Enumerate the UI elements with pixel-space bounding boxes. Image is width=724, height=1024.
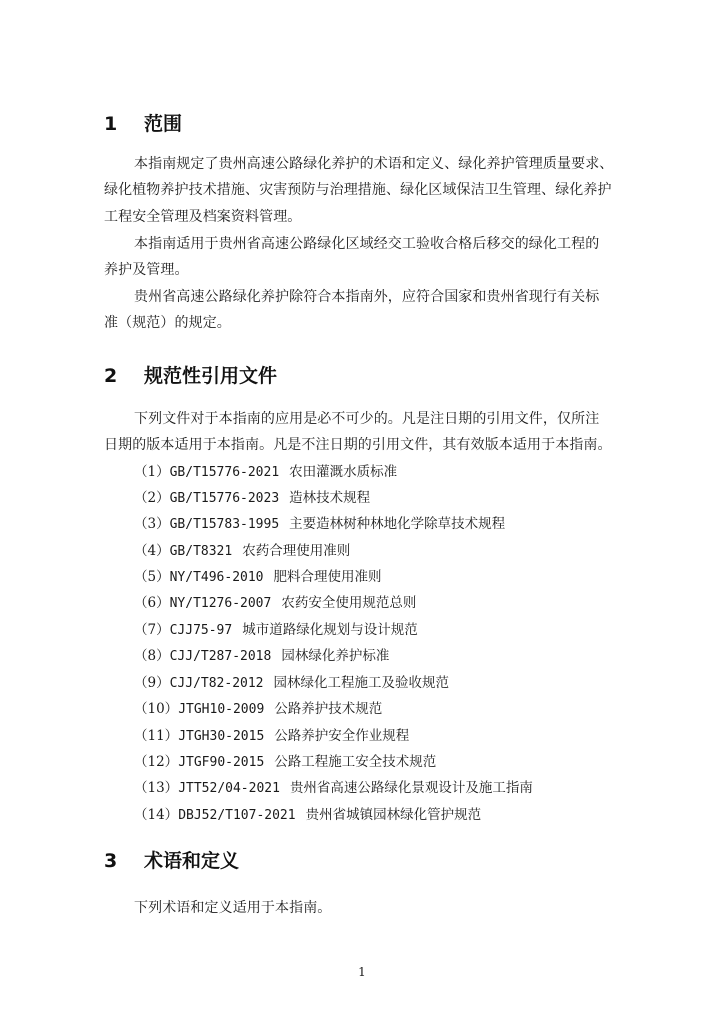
paragraph-line: 贵州省高速公路绿化养护除符合本指南外，应符合国家和贵州省现行有关标 [134,289,600,305]
reference-title: 公路养护技术规范 [274,701,383,717]
reference-index: （10） [134,701,179,717]
reference-code: GB/T15776-2021 [169,465,280,480]
paragraph-line: 下列术语和定义适用于本指南。 [134,900,332,916]
reference-index: （8） [134,648,170,664]
section-title: 范围 [144,113,183,135]
reference-code: GB/T8321 [169,544,233,559]
reference-title: 园林绿化养护标准 [281,648,390,664]
reference-code: GB/T15783-1995 [169,517,280,532]
reference-index: （5） [134,569,170,585]
reference-code: JTGH10-2009 [178,702,265,717]
paragraph-line: 本指南适用于贵州省高速公路绿化区域经交工验收合格后移交的绿化工程的 [134,236,600,252]
reference-item [134,567,382,588]
paragraph-line: 准（规范）的规定。 [104,315,231,331]
reference-item [134,778,533,799]
reference-index: （13） [134,780,179,796]
section-heading-3 [104,849,239,873]
reference-item [134,726,409,747]
reference-code: CJJ75-97 [169,623,233,638]
reference-index: （7） [134,622,170,638]
reference-item [134,805,481,826]
paragraph-line: 养护及管理。 [104,262,189,278]
reference-code: CJJ/T287-2018 [169,649,272,664]
reference-title: 肥料合理使用准则 [273,569,382,585]
reference-index: （4） [134,543,170,559]
reference-code: GB/T15776-2023 [169,491,280,506]
reference-title: 园林绿化工程施工及验收规范 [273,675,450,691]
paragraph-line: 本指南规定了贵州高速公路绿化养护的术语和定义、绿化养护管理质量要求、 [134,156,614,172]
paragraph-line: 下列文件对于本指南的应用是必不可少的。凡是注日期的引用文件，仅所注 [134,411,600,427]
reference-item [134,462,397,483]
reference-index: （1） [134,464,170,480]
reference-title: 造林技术规程 [289,490,371,506]
reference-index: （9） [134,675,170,691]
reference-index: （2） [134,490,170,506]
section-number: 1 [104,113,118,135]
reference-code: NY/T496-2010 [169,570,264,585]
reference-index: （14） [134,807,179,823]
reference-code: JTGF90-2015 [178,755,265,770]
reference-code: DBJ52/T107-2021 [178,808,296,823]
reference-item [134,541,350,562]
section-title: 规范性引用文件 [144,365,278,387]
reference-item [134,673,449,694]
reference-title: 主要造林树种林地化学除草技术规程 [289,516,506,532]
reference-index: （6） [134,595,170,611]
reference-index: （12） [134,754,179,770]
reference-title: 城市道路绿化规划与设计规范 [242,622,418,638]
section-heading-1 [104,112,182,136]
reference-title: 农田灌溉水质标准 [289,464,398,480]
section-number: 2 [104,365,118,387]
section-heading-2 [104,364,277,388]
reference-code: JTT52/04-2021 [178,781,280,796]
section-title: 术语和定义 [144,850,240,872]
section-number: 3 [104,850,118,872]
paragraph-line: 工程安全管理及档案资料管理。 [104,209,302,225]
reference-title: 农药安全使用规范总则 [281,595,417,611]
paragraph-line: 日期的版本适用于本指南。凡是不注日期的引用文件，其有效版本适用于本指南。 [104,437,612,453]
reference-title: 贵州省城镇园林绿化管护规范 [305,807,482,823]
reference-title: 公路工程施工安全技术规范 [274,754,437,770]
reference-index: （11） [134,728,179,744]
reference-title: 贵州省高速公路绿化景观设计及施工指南 [289,780,533,796]
reference-code: CJJ/T82-2012 [169,676,264,691]
reference-index: （3） [134,516,170,532]
page-number: 1 [358,965,366,979]
reference-item [134,488,370,509]
reference-item [134,752,436,773]
reference-item [134,514,505,535]
reference-item [134,593,416,614]
paragraph-line: 绿化植物养护技术措施、灾害预防与治理措施、绿化区域保洁卫生管理、绿化养护 [104,182,612,198]
reference-title: 公路养护安全作业规程 [274,728,410,744]
reference-item [134,699,382,720]
reference-code: NY/T1276-2007 [169,596,272,611]
reference-title: 农药合理使用准则 [242,543,351,559]
reference-item [134,620,418,641]
reference-item [134,646,389,667]
reference-code: JTGH30-2015 [178,729,265,744]
